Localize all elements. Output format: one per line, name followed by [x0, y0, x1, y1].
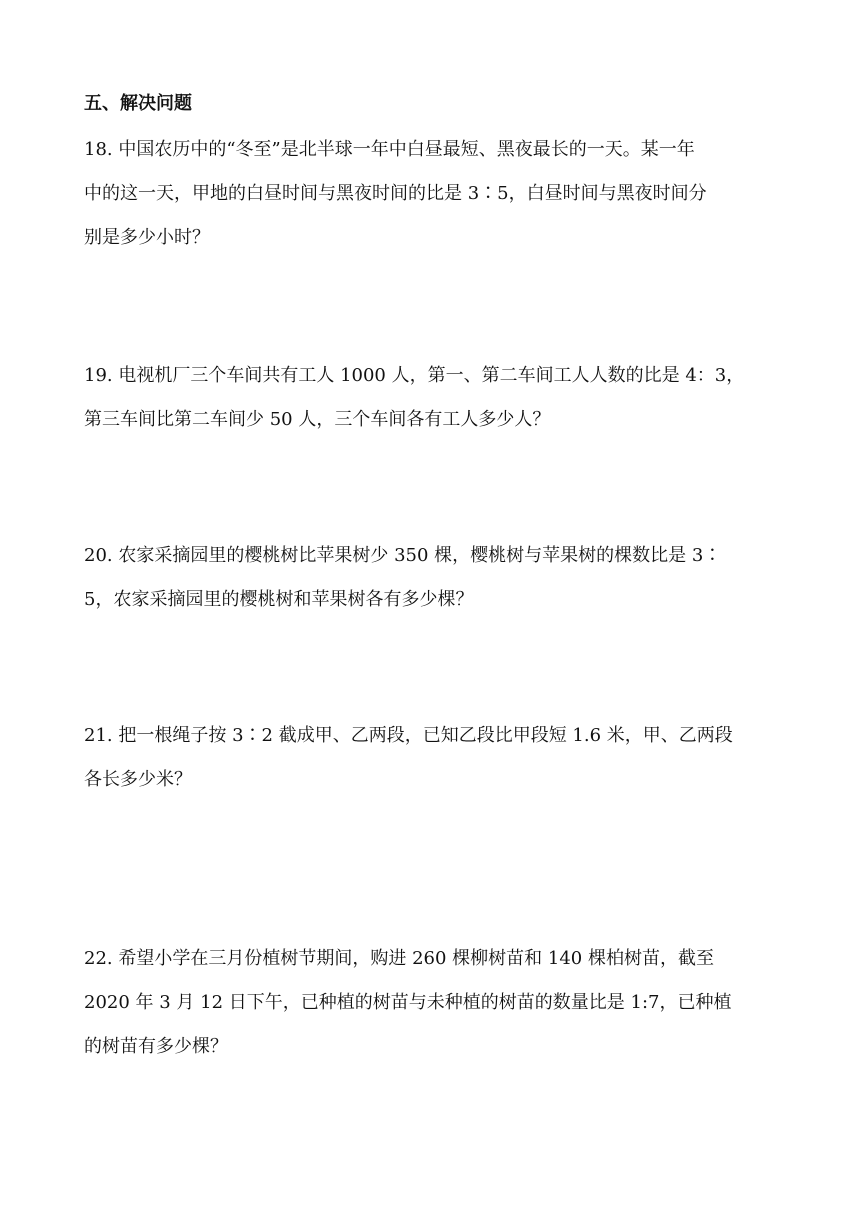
problem-18 — [84, 136, 784, 268]
problem-22-line-3: 的树苗有多少棵？ — [84, 1036, 228, 1057]
problem-18-line-2: 中的这一天，甲地的白昼时间与黑夜时间的比是 3∶5，白昼时间与黑夜时间分 — [84, 183, 707, 204]
problem-21-line-1: 21. 把一根绳子按 3∶2 截成甲、乙两段，已知乙段比甲段短 1.6 米，甲、乙两段 — [84, 725, 733, 746]
problem-20-line-1: 20. 农家采摘园里的樱桃树比苹果树少 350 棵，樱桃树与苹果树的棵数比是 3∶ — [84, 545, 722, 566]
problem-18-line-1: 18. 中国农历中的“冬至”是北半球一年中白昼最短、黑夜最长的一天。某一年 — [84, 139, 695, 160]
problem-20 — [84, 542, 784, 630]
section-title: 五、解决问题 — [84, 93, 192, 114]
problem-22 — [84, 945, 784, 1077]
problem-20-line-2: 5，农家采摘园里的樱桃树和苹果树各有多少棵？ — [84, 589, 474, 610]
problem-19-line-2: 第三车间比第二车间少 50 人，三个车间各有工人多少人？ — [84, 409, 551, 430]
problem-18-line-3: 别是多少小时？ — [84, 227, 210, 248]
problem-22-line-1: 22. 希望小学在三月份植树节期间，购进 260 棵柳树苗和 140 棵柏树苗，截至 — [84, 948, 714, 969]
problem-19 — [84, 362, 784, 450]
problem-19-line-1: 19. 电视机厂三个车间共有工人 1000 人，第一、第二车间工人人数的比是 4：3， — [84, 365, 745, 386]
problem-21 — [84, 722, 784, 810]
problem-21-line-2: 各长多少米？ — [84, 769, 192, 790]
problem-22-line-2: 2020 年 3 月 12 日下午，已种植的树苗与未种植的树苗的数量比是 1:7，已种植 — [84, 992, 732, 1013]
